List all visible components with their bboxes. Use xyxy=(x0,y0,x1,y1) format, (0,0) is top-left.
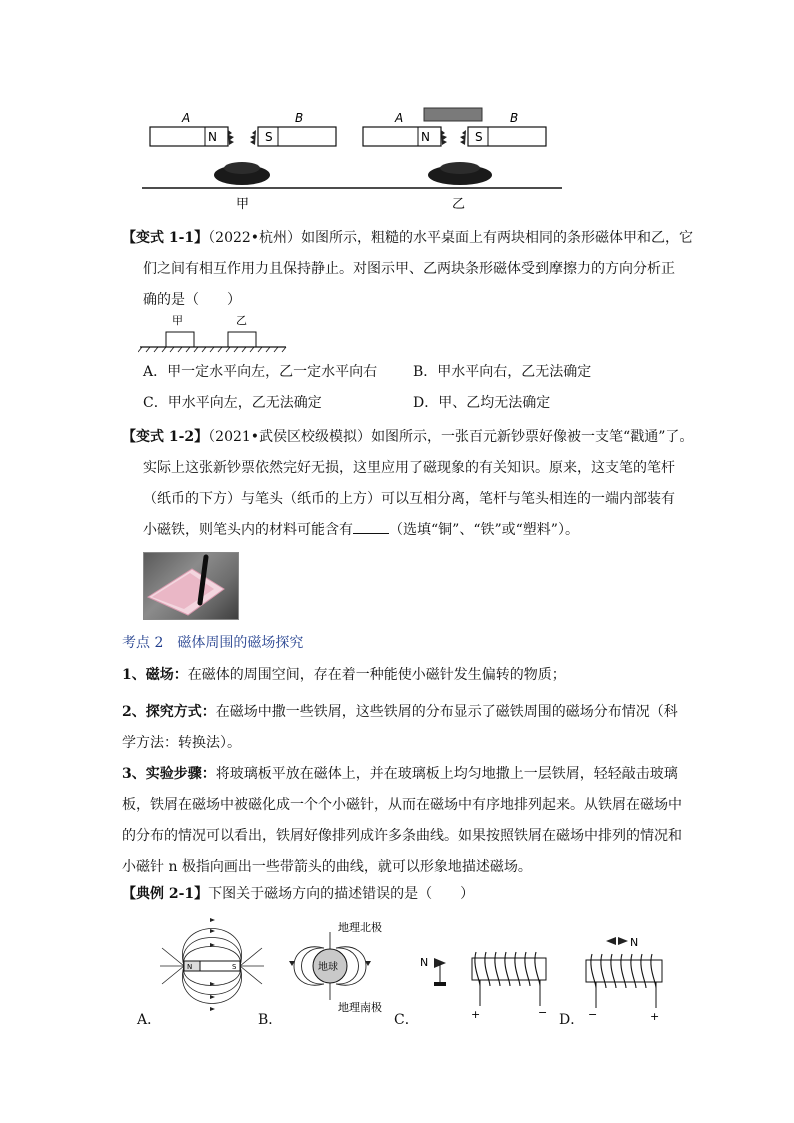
label-b-right: B xyxy=(510,111,519,125)
item2-text2: 学方法：转换法）。 xyxy=(122,735,241,751)
item3-label: 3、实验步骤： xyxy=(122,766,216,782)
fig-d-n: N xyxy=(630,936,639,949)
example-2-1-tag: 【典例 2-1】 xyxy=(122,886,209,902)
fig-c-minus: − xyxy=(538,1006,548,1019)
fig-b-south: 地理南极 xyxy=(338,1001,382,1014)
variant-1-1-tag: 【变式 1-1】 xyxy=(122,230,209,246)
variant-1-1-line3: 确的是（ ） xyxy=(143,292,241,308)
variant-1-2 xyxy=(122,422,692,546)
fig-a-s: S xyxy=(232,963,237,971)
compass-needle-d xyxy=(606,937,628,945)
fig-label-yi: 乙 xyxy=(236,314,247,327)
section2-body xyxy=(122,660,692,883)
label-a-left: A xyxy=(182,111,191,125)
fig-b-earth: 地球 xyxy=(318,962,338,973)
caption-jia: 甲 xyxy=(236,197,250,212)
example-2-1-text: 下图关于磁场方向的描述错误的是（ ） xyxy=(208,886,475,902)
label-a-right: A xyxy=(395,111,404,125)
item2-text1: 在磁场中撒一些铁屑，这些铁屑的分布显示了磁铁周围的磁场分布情况（科 xyxy=(215,704,678,720)
figure-a-bar-magnet-field xyxy=(160,918,264,1014)
example-opt-a[interactable]: A． xyxy=(137,1012,162,1028)
fig-c-n: N xyxy=(420,956,429,969)
item1-text: 在磁体的周围空间，存在着一种能使小磁针发生偏转的物质； xyxy=(187,667,566,683)
variant-1-2-line3: （纸币的下方）与笔头（纸币的上方）可以互相分离，笔杆与笔头相连的一端内部装有 xyxy=(143,491,675,507)
example-opt-c[interactable]: C． xyxy=(394,1012,419,1028)
caption-yi: 乙 xyxy=(452,197,466,212)
item1-label: 1、磁场： xyxy=(122,667,188,683)
variant-1-1-source: （2022•杭州） xyxy=(208,230,302,246)
example-2-1 xyxy=(122,884,474,904)
variant-1-2-line4-pre: 小磁铁，则笔头内的材料可能含有 xyxy=(143,522,353,538)
label-n-left: N xyxy=(208,130,217,144)
option-c[interactable]: C．甲水平向左，乙无法确定 xyxy=(143,395,322,411)
variant-1-2-line1: 如图所示，一张百元新钞票好像被一支笔“戳通”了。 xyxy=(371,429,694,445)
variant-1-2-line4-post: （选填“铜”、“铁”或“塑料”）。 xyxy=(389,522,579,538)
option-b[interactable]: B．甲水平向右，乙无法确定 xyxy=(413,364,592,380)
example-opt-b[interactable]: B． xyxy=(258,1012,283,1028)
fig-a-n: N xyxy=(187,963,193,971)
fig-label-jia: 甲 xyxy=(172,314,183,327)
option-d[interactable]: D．甲、乙均无法确定 xyxy=(413,395,551,411)
variant-1-1 xyxy=(122,223,694,316)
item3-text3: 的分布的情况可以看出，铁屑好像排列成许多条曲线。如果按照铁屑在磁场中排列的情况和 xyxy=(122,828,682,844)
label-b-left: B xyxy=(295,111,304,125)
figure-d-solenoid xyxy=(578,928,674,1022)
item3-text2: 板，铁屑在磁场中被磁化成一个个小磁针，从而在磁场中有序地排列起来。从铁屑在磁场中 xyxy=(122,797,682,813)
option-a[interactable]: A．甲一定水平向左，乙一定水平向右 xyxy=(143,364,378,380)
label-s-left: S xyxy=(265,130,273,144)
variant-1-2-tag: 【变式 1-2】 xyxy=(122,429,209,445)
figure-table-magnets xyxy=(138,312,288,356)
filings-left-pair xyxy=(228,130,256,145)
answer-blank[interactable] xyxy=(353,519,389,534)
label-s-right: S xyxy=(475,130,483,144)
filings-right-pair xyxy=(441,130,466,145)
figure-b-earth-field xyxy=(280,918,400,1014)
compass-needle-c xyxy=(434,958,446,986)
fig-c-plus: + xyxy=(471,1008,481,1020)
item3-text1: 将玻璃板平放在磁体上，并在玻璃板上均匀地撒上一层铁屑，轻轻敲击玻璃 xyxy=(215,766,678,782)
label-n-right: N xyxy=(421,130,430,144)
item2-label: 2、探究方式： xyxy=(122,704,216,720)
variant-1-1-line1: 如图所示，粗糙的水平桌面上有两块相同的条形磁体甲和乙，它 xyxy=(301,230,694,246)
variant-1-1-line2: 们之间有相互作用力且保持静止。对图示甲、乙两块条形磁体受到摩擦力的方向分析正 xyxy=(143,261,675,277)
photo-banknote-pen xyxy=(143,552,239,620)
section2-title: 考点 2 磁体周围的磁场探究 xyxy=(122,635,304,651)
variant-1-2-line2: 实际上这张新钞票依然完好无损，这里应用了磁现象的有关知识。原来，这支笔的笔杆 xyxy=(143,460,675,476)
figure-c-solenoid xyxy=(414,936,560,1020)
fig-d-plus: + xyxy=(650,1010,660,1022)
example-opt-d[interactable]: D． xyxy=(559,1012,585,1028)
fig-d-minus: − xyxy=(588,1008,598,1021)
item3-text4: 小磁针 n 极指向画出一些带箭头的曲线，就可以形象地描述磁场。 xyxy=(122,859,532,875)
variant-1-2-source: （2021•武侯区校级模拟） xyxy=(208,429,372,445)
figure-magnets-jia-yi xyxy=(130,100,580,215)
fig-b-north: 地理北极 xyxy=(338,921,382,934)
